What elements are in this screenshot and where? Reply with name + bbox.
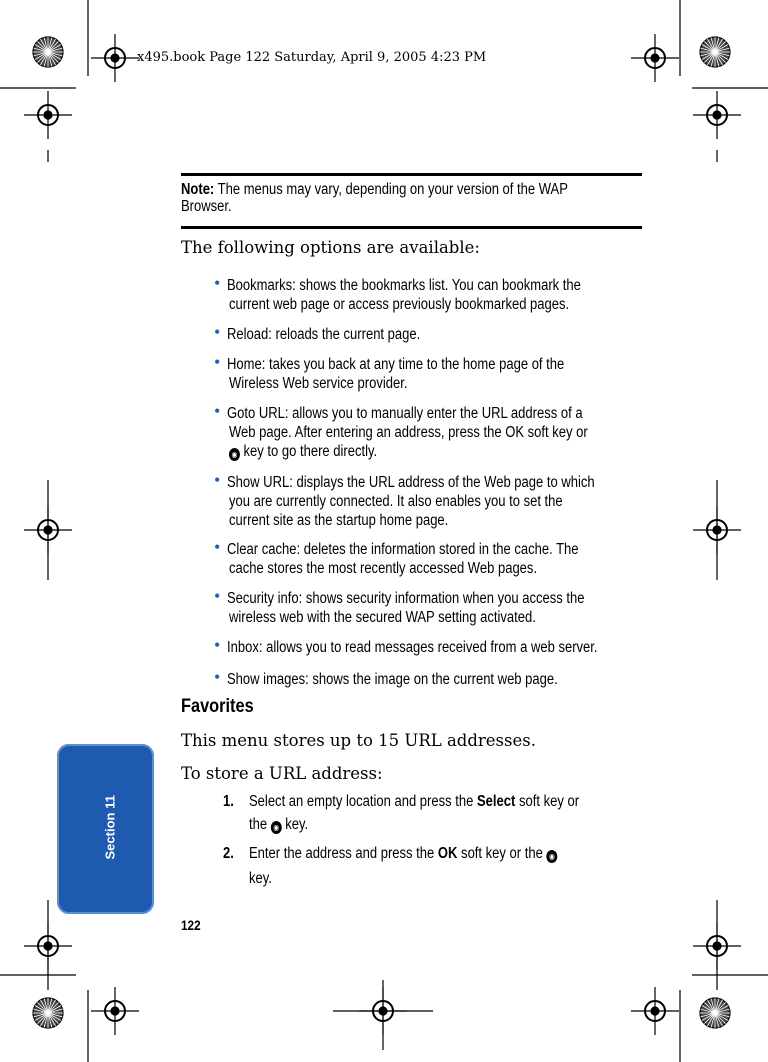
favorites-heading: Favorites [181, 696, 254, 717]
step-1-line-1 [249, 792, 579, 811]
option-line: Show URL: displays the URL address of the Web page to which [227, 474, 595, 491]
option-line: Wireless Web service provider. [229, 375, 408, 392]
option-line: Bookmarks: shows the bookmarks list. You can bookmark the [227, 277, 581, 294]
step-1-pre: Select an empty location and press the [249, 793, 477, 810]
bullet-icon: • [214, 635, 221, 655]
option-line: you are currently connected. It also enables you to set the [229, 493, 563, 510]
step-1-line2-post: key. [281, 816, 309, 833]
option-line: Clear cache: deletes the information stored in the cache. The [227, 541, 579, 558]
step-1-number: 1. [223, 793, 234, 810]
step-2-bold: OK [437, 845, 458, 862]
note-line-1 [181, 180, 568, 199]
note-top-rule [181, 173, 642, 176]
option-line-text: key to go there directly. [239, 443, 378, 460]
bullet-icon: • [214, 322, 221, 342]
option-line: Security info: shows security information when you access the [227, 590, 585, 607]
step-1-post: soft key or [515, 793, 580, 810]
intro-text: The following options are available: [181, 238, 480, 257]
note-bottom-rule [181, 226, 642, 229]
option-line [229, 442, 377, 461]
option-line: Web page. After entering an address, press the OK soft key or [229, 424, 588, 441]
option-line: cache stores the most recently accessed Web pages. [229, 560, 538, 577]
step-1-bold: Select [476, 793, 516, 810]
option-line: Goto URL: allows you to manually enter the URL address of a [227, 405, 583, 422]
print-header: x495.book Page 122 Saturday, April 9, 2005 4:23 PM [137, 50, 487, 65]
favorites-description: This menu stores up to 15 URL addresses. [181, 731, 536, 750]
option-line: current web page or access previously bookmarked pages. [229, 296, 570, 313]
option-line: Reload: reloads the current page. [227, 326, 421, 343]
nav-key-icon: ◉ [546, 850, 557, 863]
option-line: wireless web with the secured WAP setting activated. [229, 609, 536, 626]
step-2-line-2: key. [249, 870, 272, 887]
bullet-icon: • [214, 352, 221, 372]
step-2-post: soft key or the [457, 845, 547, 862]
bullet-icon: • [214, 537, 221, 557]
step-2-number: 2. [223, 845, 234, 862]
step-1-line-2 [249, 815, 308, 834]
nav-key-icon: ◉ [229, 448, 240, 461]
note-label: Note: [181, 181, 215, 198]
step-1-line2-pre: the [249, 816, 271, 833]
step-2-line-1 [249, 844, 557, 863]
step-2-pre: Enter the address and press the [249, 845, 438, 862]
option-line: Home: takes you back at any time to the home page of the [227, 356, 565, 373]
option-line: current site as the startup home page. [229, 512, 449, 529]
favorites-to-store: To store a URL address: [181, 764, 383, 783]
note-text-1: The menus may vary, depending on your version of the WAP [217, 181, 568, 198]
bullet-icon: • [214, 586, 221, 606]
option-line: Show images: shows the image on the current web page. [227, 671, 558, 688]
bullet-icon: • [214, 470, 221, 490]
nav-key-icon: ◉ [271, 821, 282, 834]
option-line: Inbox: allows you to read messages received from a web server. [227, 639, 598, 656]
section-tab-label: Section 11 [102, 795, 118, 860]
bullet-icon: • [214, 667, 221, 687]
note-text-2: Browser. [181, 198, 232, 215]
bullet-icon: • [214, 273, 221, 293]
page-number: 122 [181, 917, 201, 933]
bullet-icon: • [214, 401, 221, 421]
